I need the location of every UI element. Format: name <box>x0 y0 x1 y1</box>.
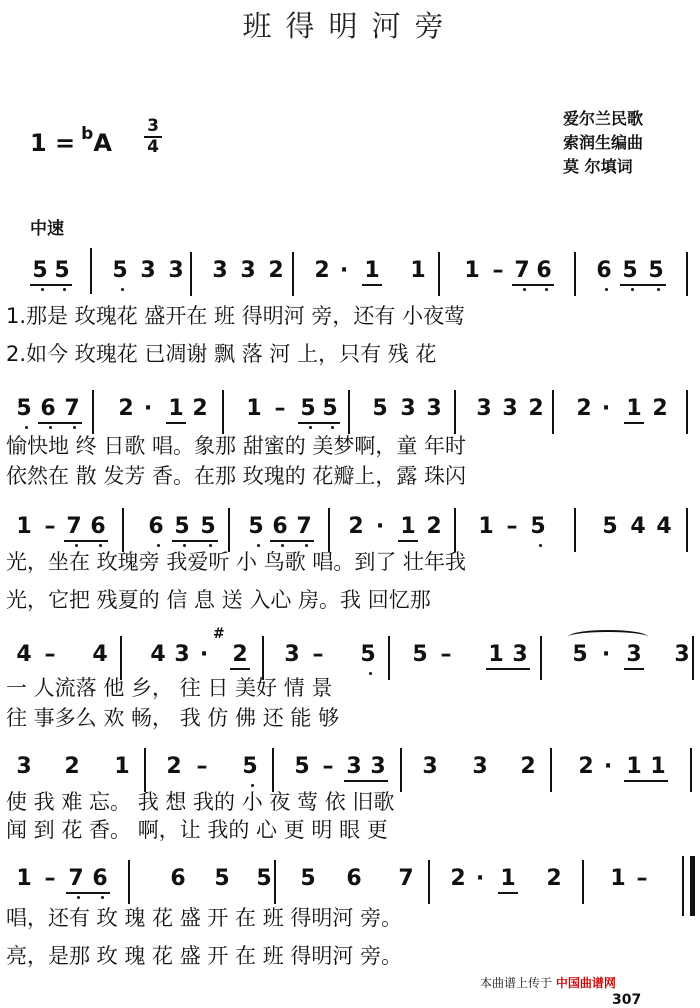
note: – <box>274 396 286 421</box>
note: 1 <box>410 258 426 283</box>
note: 5 <box>530 514 546 539</box>
lyric-verse-2: 闻 到 花 香。 啊，让 我的 心 更 明 眼 更 <box>6 818 388 842</box>
lyric-verse-1: 一 人流落 他 乡， 往 日 美好 情 景 <box>6 676 333 700</box>
note: 3 <box>284 642 300 667</box>
note: 3 <box>370 754 386 779</box>
underline <box>624 422 644 424</box>
site-logo-text[interactable]: 中国曲谱网 <box>555 976 616 990</box>
note: – <box>44 514 56 539</box>
barline <box>540 636 542 680</box>
note: 2 <box>450 866 466 891</box>
flat-sign: b <box>81 124 94 144</box>
underline <box>344 780 388 782</box>
low-dot <box>331 426 334 429</box>
note: 7 <box>514 258 530 283</box>
note: 3 <box>168 258 184 283</box>
barline <box>552 390 554 434</box>
note: 5 <box>572 642 588 667</box>
barline <box>574 252 576 296</box>
tempo-marking: 中速 <box>30 219 64 239</box>
barline <box>388 636 390 680</box>
note: 3 <box>422 754 438 779</box>
note: 3 <box>174 642 190 667</box>
note: 1 <box>478 514 494 539</box>
note: · <box>143 396 153 421</box>
barline <box>348 390 350 434</box>
credit-origin: 爱尔兰民歌 <box>563 109 644 128</box>
note: 3 <box>512 642 528 667</box>
note: 1 <box>488 642 504 667</box>
note: 5 <box>32 258 48 283</box>
sharp-sign: # <box>213 626 225 642</box>
underline <box>398 540 418 542</box>
note: 5 <box>256 866 272 891</box>
notes-row-2 <box>0 386 700 426</box>
time-signature-top: 3 <box>147 116 159 136</box>
underline <box>270 540 314 542</box>
note: 2 <box>546 866 562 891</box>
note: 7 <box>398 866 414 891</box>
barline <box>686 508 688 552</box>
barline <box>582 860 584 904</box>
note: · <box>601 396 611 421</box>
underline <box>362 284 382 286</box>
lyric-verse-2: 亮，是那 玫 瑰 花 盛 开 在 班 得明河 旁。 <box>6 944 403 968</box>
note: 1 <box>626 754 642 779</box>
note: 2 <box>652 396 668 421</box>
note: 3 <box>502 396 518 421</box>
note: 6 <box>148 514 164 539</box>
underline <box>620 284 666 286</box>
note: 5 <box>294 754 310 779</box>
system-1 <box>0 248 700 370</box>
note: 5 <box>174 514 190 539</box>
note: 2 <box>426 514 442 539</box>
note: 5 <box>602 514 618 539</box>
note: 7 <box>66 514 82 539</box>
upload-credit <box>480 974 700 991</box>
note: 5 <box>648 258 664 283</box>
lyric-verse-1: 使 我 难 忘。 我 想 我的 小 夜 莺 依 旧歌 <box>6 790 395 814</box>
note: 2 <box>118 396 134 421</box>
underline <box>64 540 108 542</box>
note: 1 <box>610 866 626 891</box>
note: 7 <box>64 396 80 421</box>
barline <box>128 860 130 904</box>
low-dot <box>657 288 660 291</box>
note: 1 <box>464 258 480 283</box>
low-dot <box>77 896 80 899</box>
underline <box>298 422 340 424</box>
lyric-verse-1: 光，坐在 玫瑰旁 我爱听 小 鸟歌 唱。到了 壮年我 <box>6 550 467 574</box>
barline <box>574 508 576 552</box>
note: 1 <box>650 754 666 779</box>
system-3 <box>0 504 700 626</box>
note: 2 <box>166 754 182 779</box>
note: 2 <box>268 258 284 283</box>
note: 6 <box>596 258 612 283</box>
barline <box>686 252 688 296</box>
low-dot <box>49 426 52 429</box>
low-dot <box>101 896 104 899</box>
lyric-verse-2: 往 事多么 欢 畅， 我 仿 佛 还 能 够 <box>6 706 340 730</box>
note: · <box>339 258 349 283</box>
note: · <box>199 642 209 667</box>
lyric-verse-1: 愉快地 终 日歌 唱。象那 甜蜜的 美梦啊，童 年时 <box>6 434 467 458</box>
barline <box>428 860 430 904</box>
page-number: 307 <box>612 992 642 1008</box>
underline <box>166 422 186 424</box>
note: 3 <box>16 754 32 779</box>
final-barline-thick <box>690 856 695 916</box>
lyric-verse-1: 唱，还有 玫 瑰 花 盛 开 在 班 得明河 旁。 <box>6 906 403 930</box>
note: 6 <box>170 866 186 891</box>
note: 3 <box>426 396 442 421</box>
note: 2 <box>192 396 208 421</box>
note: 7 <box>296 514 312 539</box>
low-dot <box>539 544 542 547</box>
barline <box>274 860 276 904</box>
barline <box>438 252 440 296</box>
slur <box>568 630 648 644</box>
note: · <box>375 514 385 539</box>
underline <box>172 540 218 542</box>
system-5 <box>0 744 700 866</box>
underline <box>30 284 72 286</box>
note: 3 <box>212 258 228 283</box>
note: · <box>603 754 613 779</box>
lyric-verse-2: 光，它把 残夏的 信 息 送 入心 房。我 回忆那 <box>6 588 431 612</box>
system-2 <box>0 386 700 508</box>
note: 2 <box>576 396 592 421</box>
note: 1 <box>364 258 380 283</box>
note: 5 <box>112 258 128 283</box>
underline <box>230 668 250 670</box>
note: 1 <box>500 866 516 891</box>
note: – <box>44 642 56 667</box>
system-6 <box>0 856 700 978</box>
note: 3 <box>240 258 256 283</box>
barline <box>692 636 694 680</box>
note: · <box>475 866 485 891</box>
note: 5 <box>248 514 264 539</box>
low-dot <box>121 288 124 291</box>
key-prefix: 1 = <box>30 129 76 157</box>
underline <box>512 284 554 286</box>
low-dot <box>41 288 44 291</box>
system-4 <box>0 626 700 754</box>
note: 4 <box>150 642 166 667</box>
note: 1 <box>16 866 32 891</box>
note: – <box>636 866 648 891</box>
note: 6 <box>90 514 106 539</box>
note: 5 <box>214 866 230 891</box>
note: – <box>196 754 208 779</box>
barline <box>190 252 192 296</box>
barline <box>454 390 456 434</box>
note: 2 <box>232 642 248 667</box>
credit-lyricist: 莫 尔填词 <box>563 157 633 176</box>
underline <box>66 892 110 894</box>
barline <box>550 748 552 792</box>
key-note: A <box>93 129 112 157</box>
song-title: 班得明河旁 <box>242 9 458 43</box>
note: 6 <box>40 396 56 421</box>
note: 5 <box>622 258 638 283</box>
low-dot <box>605 288 608 291</box>
lyric-verse-2: 2.如今 玫瑰花 已凋谢 飘 落 河 上，只有 残 花 <box>6 342 437 366</box>
notes-row-3 <box>0 504 700 544</box>
note: 2 <box>578 754 594 779</box>
time-signature <box>144 118 162 156</box>
note: 6 <box>536 258 552 283</box>
barline <box>90 248 92 294</box>
notes-row-6 <box>0 856 700 896</box>
note: 5 <box>16 396 32 421</box>
note: 5 <box>200 514 216 539</box>
low-dot <box>63 288 66 291</box>
note: 1 <box>16 514 32 539</box>
note: 3 <box>346 754 362 779</box>
upload-credit-text: 本曲谱上传于 <box>480 976 553 990</box>
note: 3 <box>626 642 642 667</box>
low-dot <box>309 426 312 429</box>
barline <box>222 390 224 434</box>
note: 4 <box>92 642 108 667</box>
note: 5 <box>300 396 316 421</box>
low-dot <box>25 426 28 429</box>
credit-arranger: 索润生编曲 <box>563 133 644 152</box>
note: 4 <box>630 514 646 539</box>
note: 5 <box>360 642 376 667</box>
note: 5 <box>322 396 338 421</box>
underline <box>486 668 530 670</box>
underline <box>624 668 644 670</box>
barline <box>400 748 402 792</box>
note: – <box>312 642 324 667</box>
note: 6 <box>272 514 288 539</box>
note: 5 <box>300 866 316 891</box>
barline <box>292 252 294 296</box>
note: 2 <box>64 754 80 779</box>
underline <box>624 780 668 782</box>
note: 5 <box>372 396 388 421</box>
underline <box>38 422 82 424</box>
note: 3 <box>674 642 690 667</box>
notes-row-5 <box>0 744 700 784</box>
note: – <box>492 258 504 283</box>
underline <box>498 892 518 894</box>
lyric-verse-1: 1.那是 玫瑰花 盛开在 班 得明河 旁，还有 小夜莺 <box>6 304 466 328</box>
note: 5 <box>242 754 258 779</box>
note: 3 <box>476 396 492 421</box>
note: 1 <box>168 396 184 421</box>
note: 1 <box>246 396 262 421</box>
note: – <box>44 866 56 891</box>
note: 4 <box>16 642 32 667</box>
note: · <box>601 642 611 667</box>
note: 5 <box>54 258 70 283</box>
note: – <box>440 642 452 667</box>
low-dot <box>631 288 634 291</box>
note: 2 <box>348 514 364 539</box>
low-dot <box>73 426 76 429</box>
note: 2 <box>520 754 536 779</box>
final-barline-thin <box>682 856 684 916</box>
note: 6 <box>346 866 362 891</box>
barline <box>92 390 94 434</box>
low-dot <box>545 288 548 291</box>
note: 3 <box>140 258 156 283</box>
note: 1 <box>114 754 130 779</box>
barline <box>686 390 688 434</box>
note: 6 <box>92 866 108 891</box>
note: – <box>322 754 334 779</box>
note: 2 <box>314 258 330 283</box>
low-dot <box>369 672 372 675</box>
note: – <box>506 514 518 539</box>
time-signature-bottom: 4 <box>147 137 159 157</box>
note: 7 <box>68 866 84 891</box>
credits <box>563 107 643 179</box>
note: 1 <box>626 396 642 421</box>
lyric-verse-2: 依然在 散 发芳 香。在那 玫瑰的 花瓣上，露 珠闪 <box>6 464 467 488</box>
note: 4 <box>656 514 672 539</box>
note: 3 <box>472 754 488 779</box>
note: 5 <box>412 642 428 667</box>
note: 2 <box>528 396 544 421</box>
barline <box>690 748 692 792</box>
note: 3 <box>400 396 416 421</box>
key-signature <box>30 124 112 157</box>
note: 1 <box>400 514 416 539</box>
low-dot <box>523 288 526 291</box>
notes-row-1 <box>0 248 700 288</box>
